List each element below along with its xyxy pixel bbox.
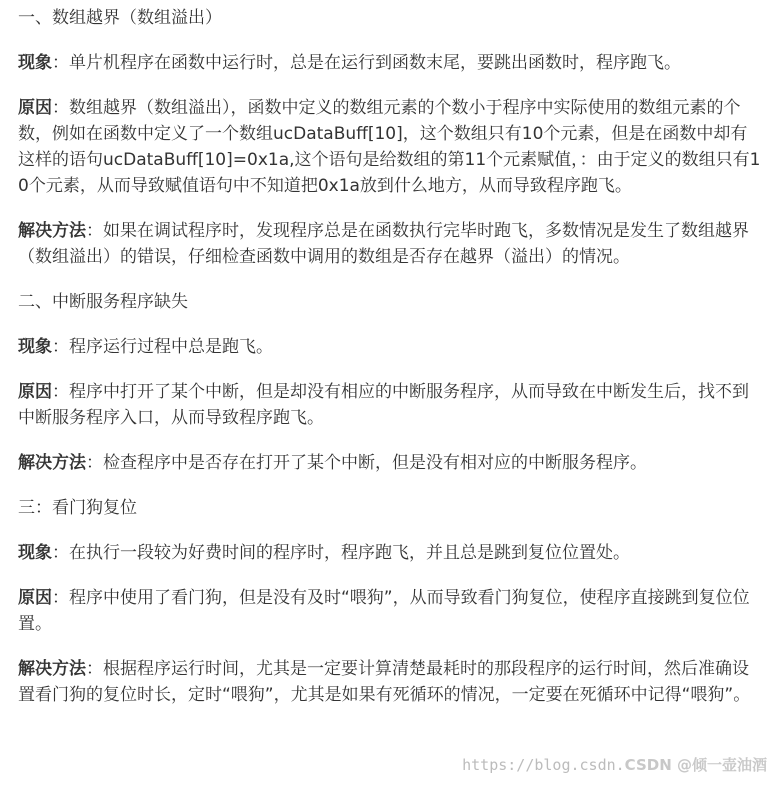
article-body: [18, 0, 763, 708]
separator: ：: [52, 98, 69, 118]
solution-label: 解决方法: [18, 659, 86, 679]
separator: ：: [52, 53, 69, 73]
cause-label: 原因: [18, 98, 52, 118]
section-3-phenomenon: [18, 540, 763, 566]
solution-text: 如果在调试程序时，发现程序总是在函数执行完毕时跑飞，多数情况是发生了数组越界（数组溢出）的错误，仔细检查函数中调用的数组是否存在越界（溢出）的情况。: [18, 221, 749, 267]
phenomenon-label: 现象: [18, 337, 52, 357]
section-1-solution: [18, 218, 763, 270]
separator: ：: [86, 453, 103, 473]
section-1-heading: 一、数组越界（数组溢出）: [18, 8, 222, 28]
cause-label: 原因: [18, 382, 52, 402]
separator: ：: [86, 221, 103, 241]
cause-text: 程序中使用了看门狗，但是没有及时“喂狗”，从而导致看门狗复位，使程序直接跳到复位位置。: [18, 588, 750, 634]
section-3-cause: [18, 585, 763, 637]
separator: ：: [52, 382, 69, 402]
watermark: [462, 754, 767, 775]
cause-text: 程序中打开了某个中断，但是却没有相应的中断服务程序，从而导致在中断发生后，找不到中断服务程序入口，从而导致程序跑飞。: [18, 382, 749, 428]
separator: ：: [52, 337, 69, 357]
watermark-url: https://blog.csdn.: [462, 756, 625, 774]
section-2-solution: [18, 450, 763, 476]
section-2-heading: 二、中断服务程序缺失: [18, 292, 188, 312]
phenomenon-text: 在执行一段较为好费时间的程序时，程序跑飞，并且总是跳到复位位置处。: [69, 543, 630, 563]
separator: ：: [52, 588, 69, 608]
phenomenon-text: 单片机程序在函数中运行时，总是在运行到函数末尾，要跳出函数时，程序跑飞。: [69, 53, 681, 73]
section-3-solution: [18, 656, 763, 708]
phenomenon-text: 程序运行过程中总是跑飞。: [69, 337, 273, 357]
solution-label: 解决方法: [18, 221, 86, 241]
watermark-brand: CSDN @倾一壶油酒: [624, 756, 767, 774]
section-3-heading: 三：看门狗复位: [18, 498, 137, 518]
phenomenon-label: 现象: [18, 543, 52, 563]
solution-text: 根据程序运行时间，尤其是一定要计算清楚最耗时的那段程序的运行时间，然后准确设置看门狗的复位时长，定时“喂狗”，尤其是如果有死循环的情况，一定要在死循环中记得“喂狗”。: [18, 659, 751, 705]
solution-text: 检查程序中是否存在打开了某个中断，但是没有相对应的中断服务程序。: [103, 453, 647, 473]
section-2-cause: [18, 379, 763, 431]
separator: ：: [52, 543, 69, 563]
separator: ：: [86, 659, 103, 679]
section-2-phenomenon: [18, 334, 763, 360]
section-1-cause: [18, 95, 763, 199]
cause-text: 数组越界（数组溢出），函数中定义的数组元素的个数小于程序中实际使用的数组元素的个数，例如在函数中定义了一个数组ucDataBuff[10]，这个数组只有10个元素，但是在函数中却有这样的语句ucDataBuff[10]=0x1a,这个语句是给数组的第11个元素赋值，：由于定义的数组只有10个元素，从而导致赋值语句中不知道把0x1a放到什么地方，从而导致程序跑飞。: [18, 98, 761, 196]
phenomenon-label: 现象: [18, 53, 52, 73]
solution-label: 解决方法: [18, 453, 86, 473]
cause-label: 原因: [18, 588, 52, 608]
section-1-phenomenon: [18, 50, 763, 76]
